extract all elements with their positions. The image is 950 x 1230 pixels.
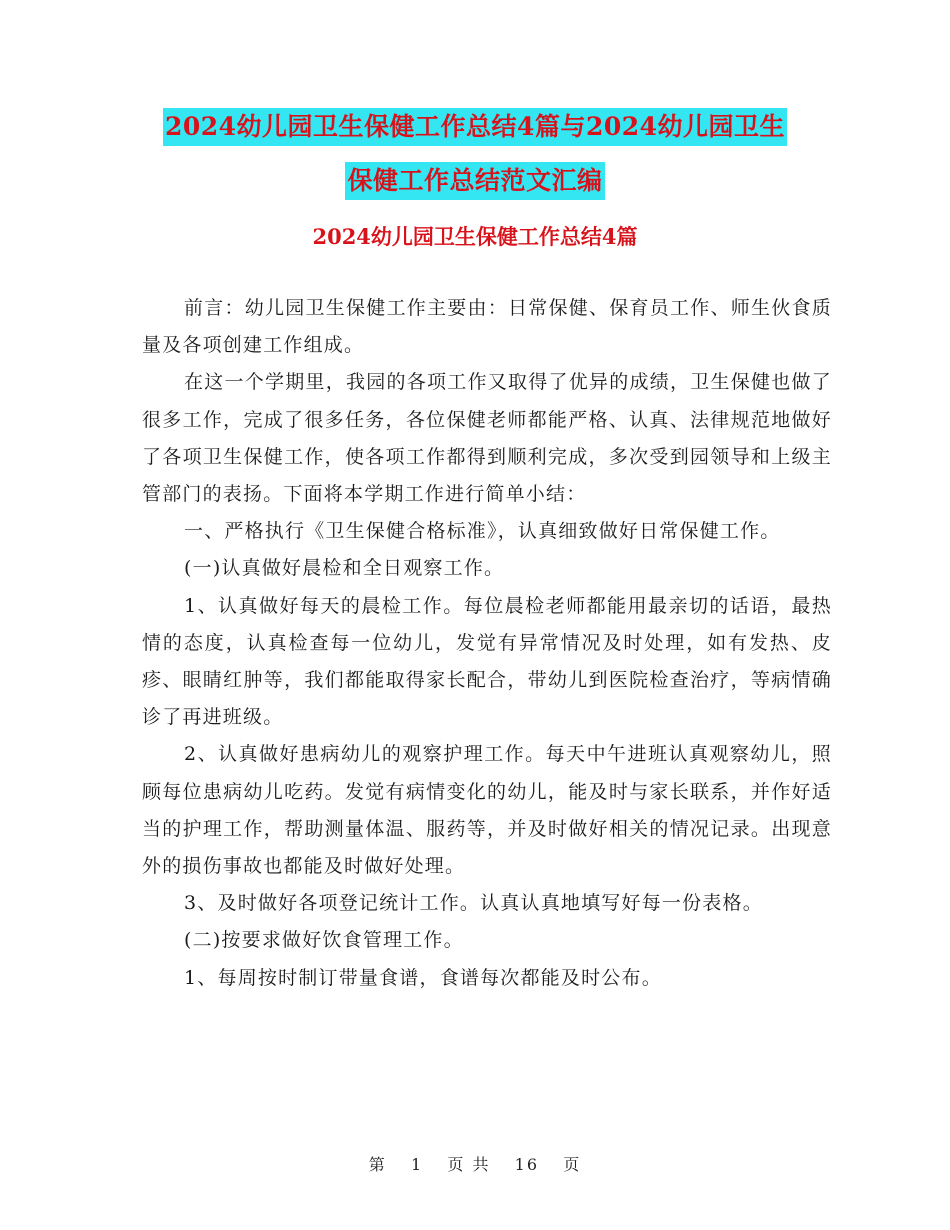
paragraph: 前言：幼儿园卫生保健工作主要由：日常保健、保育员工作、师生伙食质量及各项创建工作组成。: [142, 297, 832, 357]
page-footer: [0, 1152, 950, 1175]
paragraph: 1、每周按时制订带量食谱，食谱每次都能及时公布。: [184, 966, 662, 989]
paragraph: (一)认真做好晨检和全日观察工作。: [184, 557, 505, 580]
paragraph: 在这一个学期里，我园的各项工作又取得了优异的成绩，卫生保健也做了很多工作，完成了很多任务，各位保健老师都能严格、认真、法律规范地做好了各项卫生保健工作，使各项工作都得到顺利完成，多次受到园领导和上级主管部门的表扬。下面将本学期工作进行简单小结：: [142, 371, 832, 506]
footer-total-pages: 16: [514, 1155, 539, 1174]
footer-prefix: 第: [368, 1155, 387, 1174]
footer-page-number: 1: [410, 1155, 424, 1174]
title-line-1: 2024幼儿园卫生保健工作总结4篇与2024幼儿园卫生: [163, 108, 787, 146]
document-title: [0, 108, 950, 200]
paragraph: 一、严格执行《卫生保健合格标准》，认真细致做好日常保健工作。: [184, 520, 781, 543]
footer-middle: 页 共: [447, 1155, 491, 1174]
paragraph: 2、认真做好患病幼儿的观察护理工作。每天中午进班认真观察幼儿，照顾每位患病幼儿吃药。发觉有病情变化的幼儿，能及时与家长联系，并作好适当的护理工作，帮助测量体温、服药等，并及时做好相关的情况记录。出现意外的损伤事故也都能及时做好处理。: [142, 743, 832, 878]
paragraph: 3、及时做好各项登记统计工作。认真认真地填写好每一份表格。: [184, 892, 763, 915]
paragraph: (二)按要求做好饮食管理工作。: [184, 929, 464, 952]
paragraph: 1、认真做好每天的晨检工作。每位晨检老师都能用最亲切的话语，最热情的态度，认真检查每一位幼儿，发觉有异常情况及时处理，如有发热、皮疹、眼睛红肿等，我们都能取得家长配合，带幼儿到医院检查治疗，等病情确诊了再进班级。: [142, 594, 832, 729]
section-heading: 2024幼儿园卫生保健工作总结4篇: [312, 224, 638, 249]
body-text: [142, 290, 832, 997]
title-line-2: 保健工作总结范文汇编: [345, 162, 604, 200]
footer-suffix: 页: [563, 1155, 582, 1174]
